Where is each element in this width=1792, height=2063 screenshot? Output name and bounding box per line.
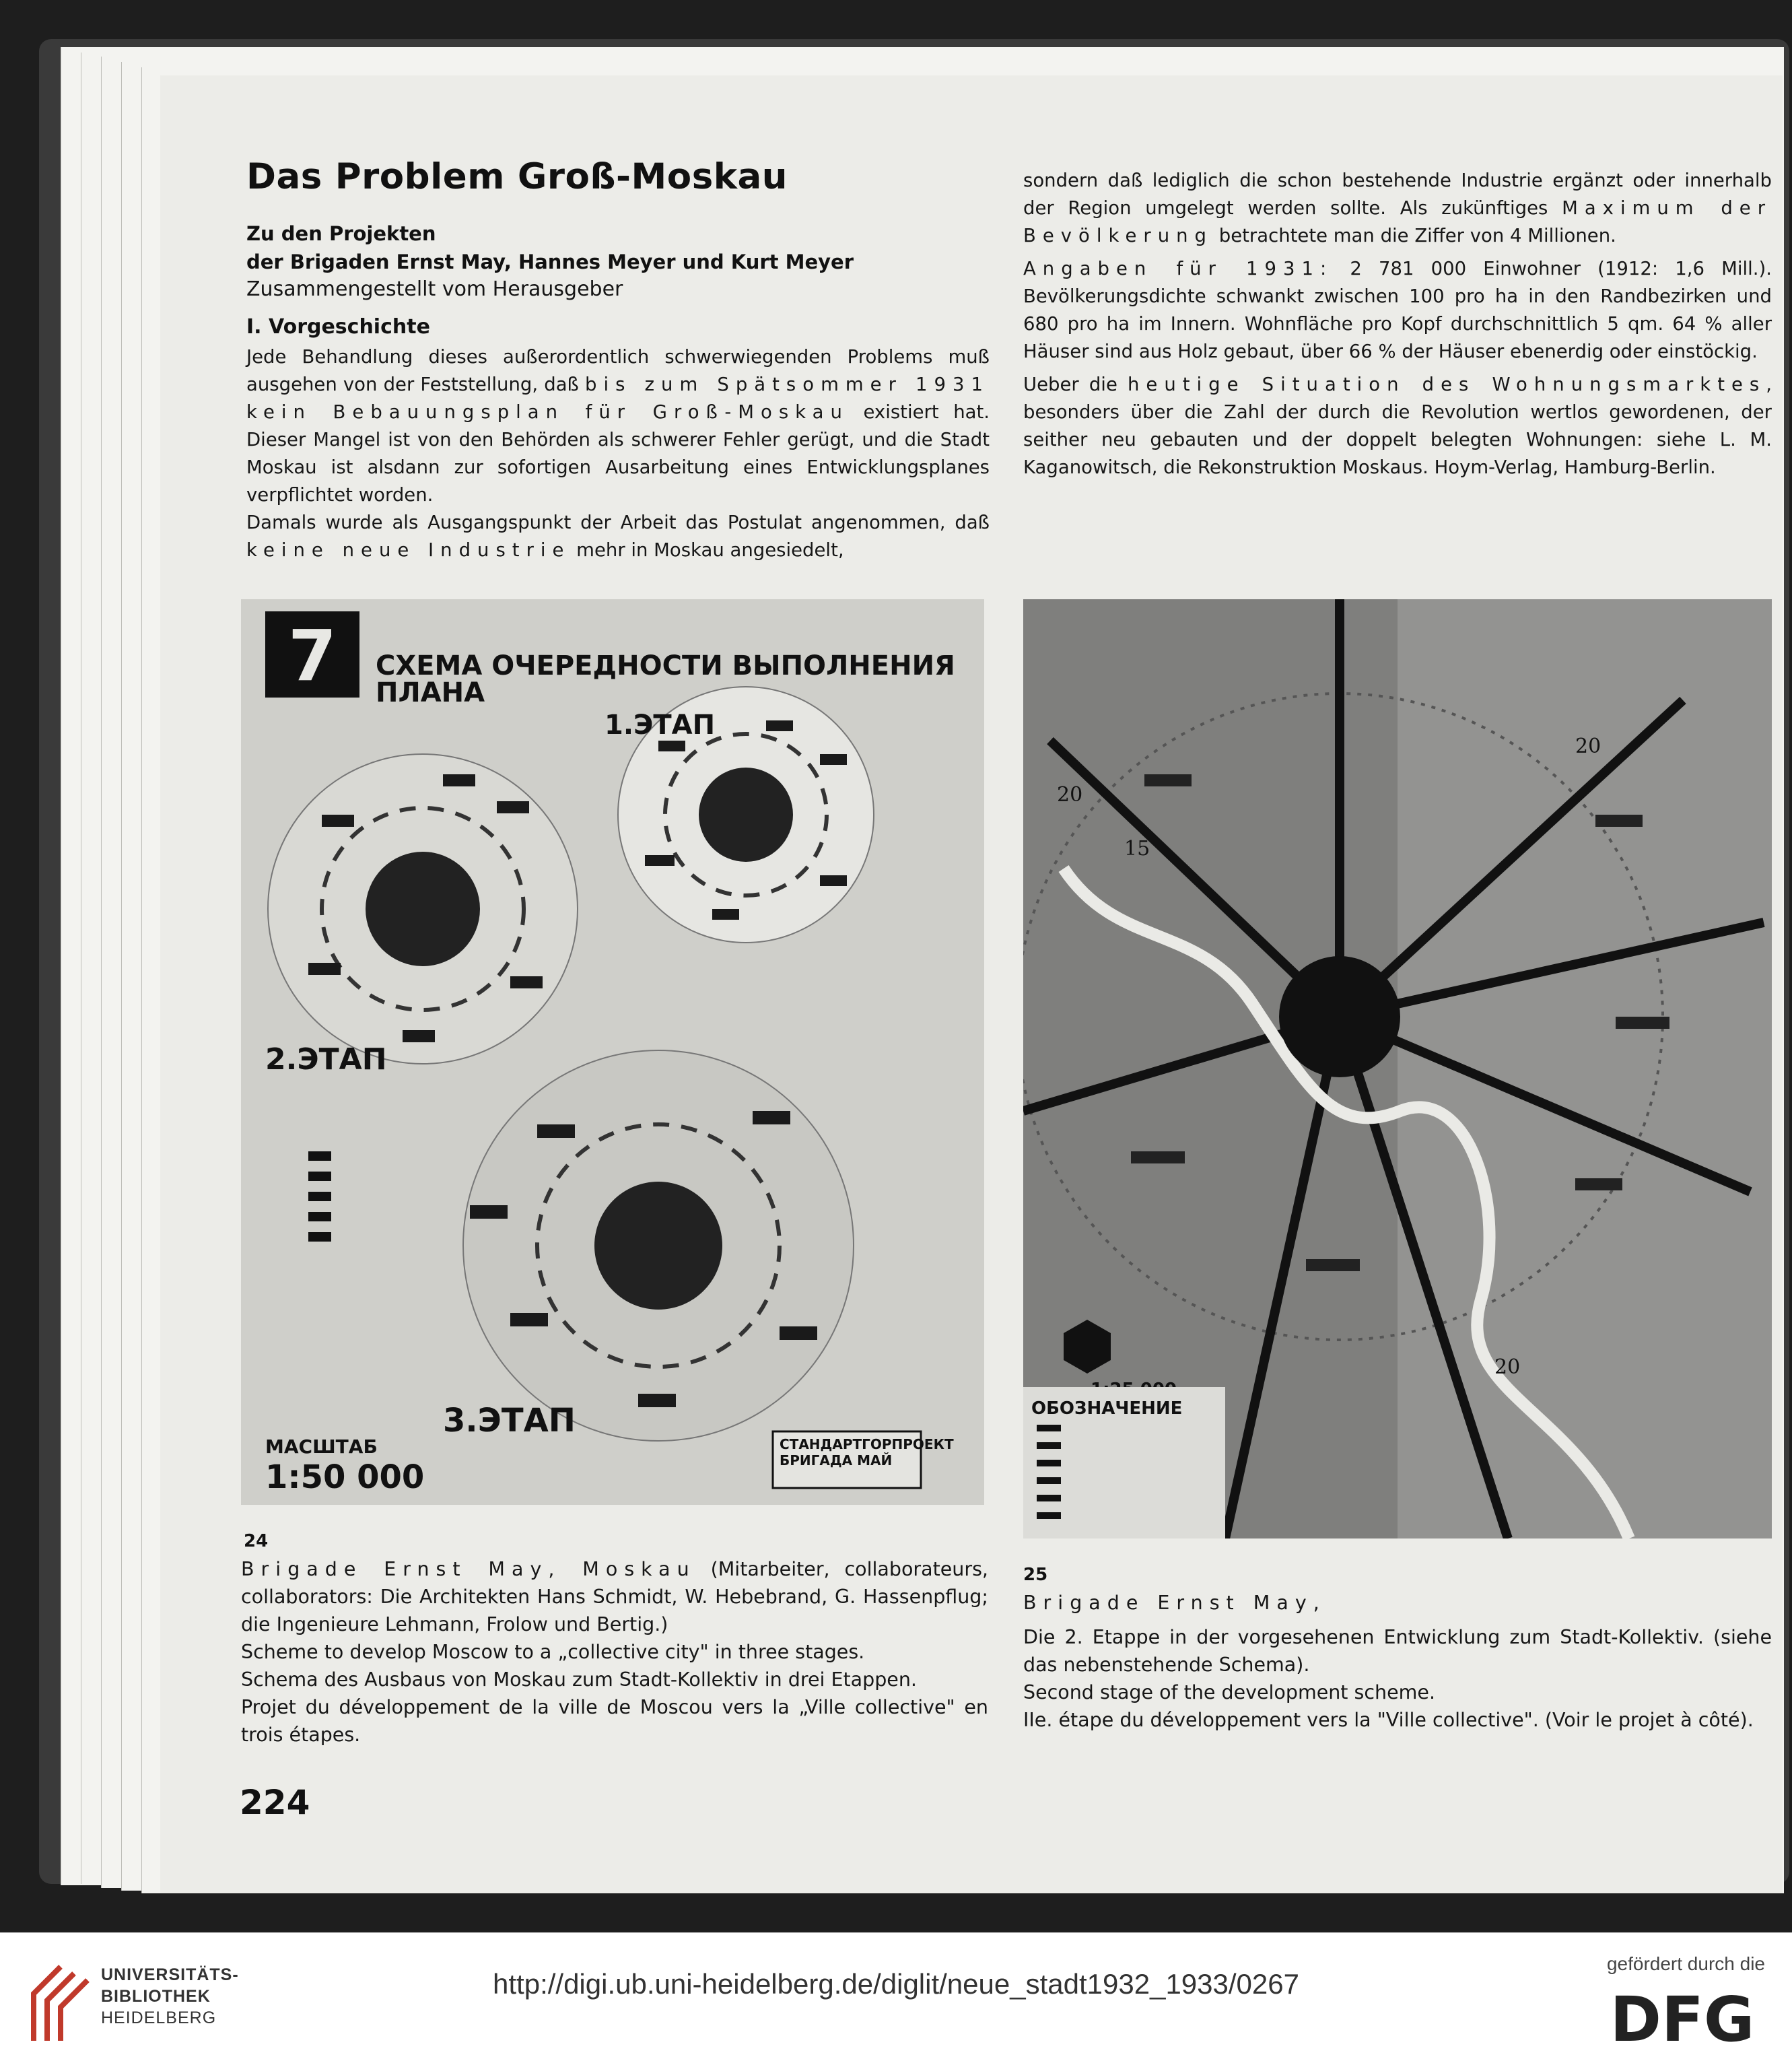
figure-24-stage-scheme <box>241 599 984 1505</box>
article-subtitle: Zu den Projekten <box>246 222 436 245</box>
stage-3-core <box>594 1182 722 1310</box>
caption-french: IIe. étape du développement vers la "Ville collective". (Voir le projet à côté). <box>1023 1709 1754 1731</box>
figure-24-caption <box>241 1555 988 1749</box>
plate-title-2: ПЛАНА <box>376 677 485 708</box>
map-label: 20 <box>1057 783 1083 807</box>
map-label: 15 <box>1124 837 1150 860</box>
legend-title: ОБОЗНАЧЕНИЕ <box>1031 1398 1183 1419</box>
article-title: Das Problem Groß-Moskau <box>246 156 788 197</box>
scale-label: МАСШТАБ <box>265 1435 378 1458</box>
caption-english: Second stage of the development scheme. <box>1023 1681 1436 1703</box>
scale-value: 1:50 000 <box>265 1458 425 1496</box>
stage-2-label: 2.ЭТАП <box>265 1042 387 1077</box>
caption-credit: Brigade Ernst May, <box>1023 1592 1326 1614</box>
stage-1-core <box>699 768 793 862</box>
stamp-line-2: БРИГАДА МАЙ <box>780 1452 893 1468</box>
city-core <box>1279 956 1400 1077</box>
paragraph: Ueber die heutige Situation des Wohnungsmarktes, besonders über die Zahl der durch die Revolution wertlos gewordenen, der seither neu gebauten und der doppelt belegten Wohnungen: siehe L. M. Kaganowitsch, die Rekonstruktion Moskaus. Hoym-Verlag, Hamburg-Berlin. <box>1023 374 1772 478</box>
stage-2-core <box>366 852 480 966</box>
caption-french: Projet du développement de la ville de Moscou vers la „Ville collective" en trois étapes. <box>241 1696 988 1746</box>
figure-25-development-map <box>1023 599 1772 1538</box>
article-subtitle-brigades: der Brigaden Ernst May, Hannes Meyer und Kurt Meyer <box>246 250 854 273</box>
stage-1-label: 1.ЭТАП <box>605 710 716 741</box>
caption-german: Schema des Ausbaus von Moskau zum Stadt-Kollektiv in drei Etappen. <box>241 1668 917 1691</box>
library-name: BIBLIOTHEK <box>101 1987 211 2006</box>
library-name: UNIVERSITÄTS- <box>101 1965 239 1984</box>
funding-label: gefördert durch die <box>1606 1953 1765 1974</box>
paragraph: sondern daß lediglich die schon bestehende Industrie ergänzt oder innerhalb der Region umgelegt werden sollte. Als zukünftiges Maximum der Bevölkerung betrachtete man die Ziffer von 4 Millionen. <box>1023 170 1772 246</box>
library-logo-icon[interactable] <box>20 1953 101 2048</box>
figure-25-caption <box>1023 1589 1772 1734</box>
library-city: HEIDELBERG <box>101 2008 217 2027</box>
body-text-right-column <box>1023 167 1772 481</box>
section-heading: I. Vorgeschichte <box>246 315 430 339</box>
dfg-logo-icon[interactable] <box>1598 1987 1766 2048</box>
caption-credit: Brigade Ernst May, Moskau (Mitarbeiter, collaborateurs, collaborators: Die Architekten Hans Schmidt, W. Hebebrand, G. Hassenpflug; die Ingenieure Lehmann, Frolow und Bertig.) <box>241 1558 988 1635</box>
stage-3-label: 3.ЭТАП <box>443 1402 576 1440</box>
paragraph: Angaben für 1931: 2 781 000 Einwohner (1912: 1,6 Mill.). Bevölkerungsdichte schwankt zwischen 100 pro ha in den Randbezirken und 680 pro ha im Innern. Wohnfläche pro Kopf durchschnittlich 5 qm. 64 % aller Häuser sind aus Holz gebaut, über 66 % der Häuser ebenerdig oder einstöckig. <box>1023 258 1772 362</box>
viewer-footer <box>0 1932 1792 2063</box>
map-label: 20 <box>1494 1355 1521 1379</box>
caption-english: Scheme to develop Moscow to a „collective city" in three stages. <box>241 1641 865 1663</box>
dfg-logo-text: DFG <box>1610 1987 1755 2048</box>
body-text-left-column <box>246 343 990 564</box>
compiled-by: Zusammengestellt vom Herausgeber <box>246 277 623 301</box>
plate-title: СХЕМА ОЧЕРЕДНОСТИ ВЫПОЛНЕНИЯ <box>376 650 955 681</box>
page-number: 224 <box>240 1783 310 1822</box>
paragraph: Damals wurde als Ausgangspunkt der Arbeit das Postulat angenommen, daß keine neue Industrie mehr in Moskau angesiedelt, <box>246 512 990 561</box>
stamp-line-1: СТАНДАРТГОРПРОЕКТ <box>780 1436 954 1452</box>
permalink-url[interactable]: http://digi.ub.uni-heidelberg.de/diglit/neue_stadt1932_1933/0267 <box>493 1968 1299 2000</box>
paragraph: Jede Behandlung dieses außerordentlich schwerwiegenden Problems muß ausgehen von der Feststellung, daß bis zum Spätsommer 1931 kein Bebauungsplan für Groß-Moskau existiert hat. Dieser Mangel ist von den Behörden als schwerer Fehler gerügt, und die Stadt Moskau ist alsdann zur sofortigen Ausarbeitung eines Entwicklungsplanes verpflichtet worden. <box>246 346 990 506</box>
caption-german: Die 2. Etappe in der vorgesehenen Entwicklung zum Stadt-Kollektiv. (siehe das nebenstehende Schema). <box>1023 1626 1772 1676</box>
figure-number-25: 25 <box>1023 1565 1048 1585</box>
map-label: 20 <box>1575 735 1601 758</box>
plate-number: 7 <box>287 615 337 697</box>
figure-number-24: 24 <box>244 1531 269 1551</box>
